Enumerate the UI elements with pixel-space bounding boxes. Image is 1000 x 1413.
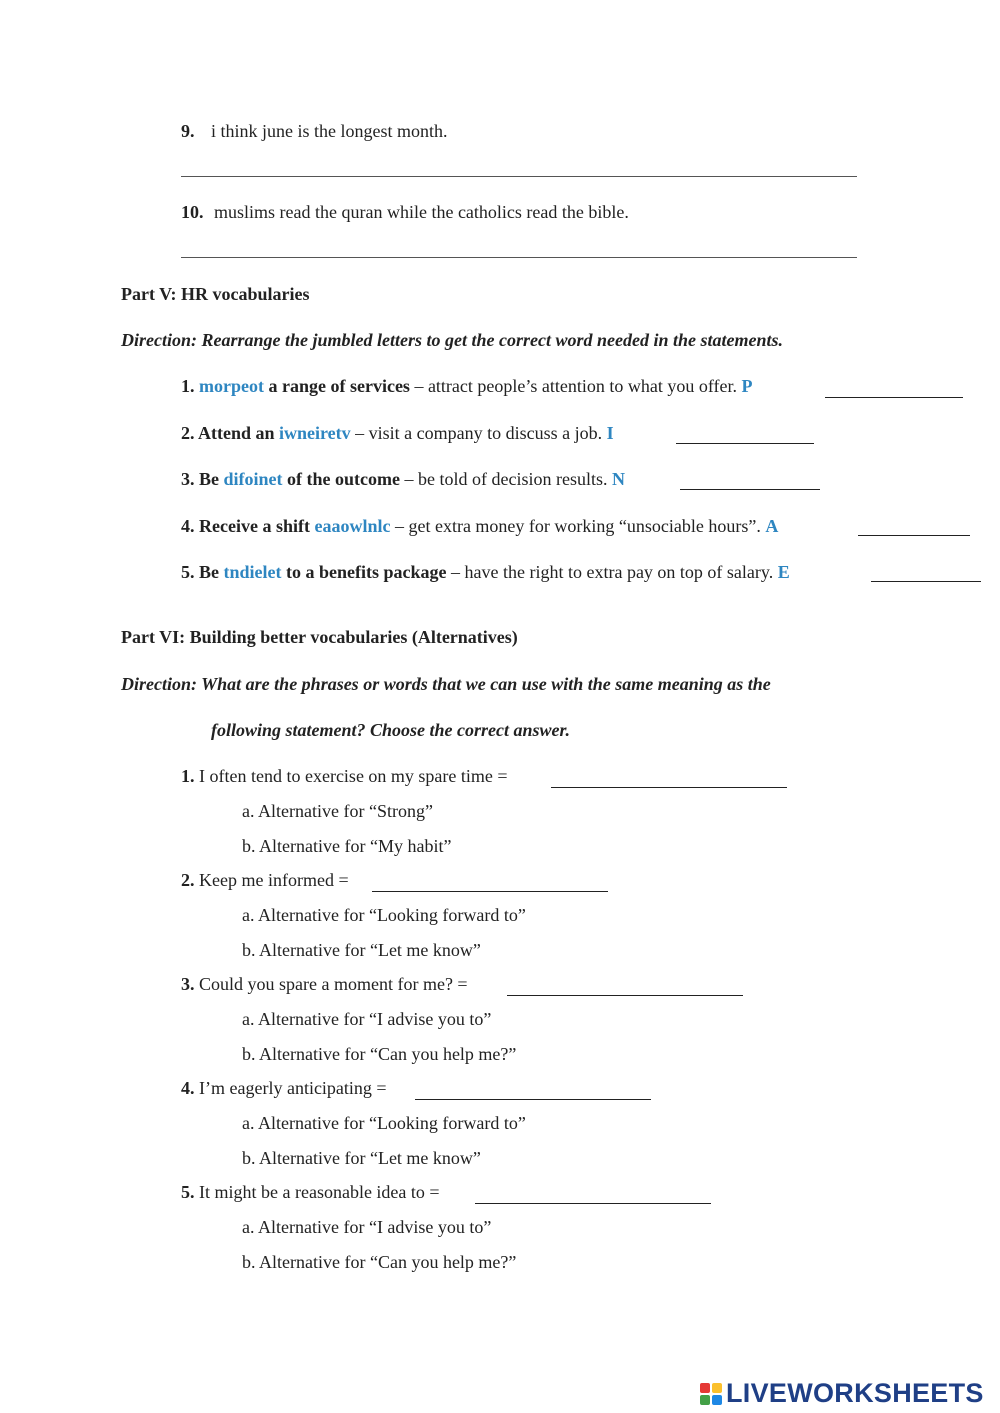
item-definition: – be told of decision results. [399, 469, 612, 489]
option-b[interactable]: b. Alternative for “My habit” [242, 836, 452, 856]
item-number: 3. [181, 469, 195, 489]
part5-item-3: 3. Be difoinet of the outcome – be told of decision results. N [181, 469, 625, 489]
part5-item-2: 2. Attend an iwneiretv – visit a company to discuss a job. I [181, 423, 614, 443]
item-definition: – attract people’s attention to what you offer. [409, 376, 742, 396]
logo-square [712, 1383, 722, 1393]
item-10 [181, 202, 629, 223]
first-letter-hint: N [611, 469, 625, 489]
question-number: 5. [181, 1182, 195, 1202]
item-number: 9. [181, 121, 195, 141]
jumbled-word: morpeot [199, 376, 264, 396]
option-b[interactable]: b. Alternative for “Let me know” [242, 940, 481, 960]
item-text: i think june is the longest month. [211, 121, 448, 141]
part6-direction-line1: Direction: What are the phrases or words that we can use with the same meaning as the [121, 674, 771, 694]
question-text: Could you spare a moment for me? = [199, 974, 468, 994]
part6-direction-line2: following statement? Choose the correct answer. [211, 720, 571, 740]
option-a[interactable]: a. Alternative for “I advise you to” [242, 1009, 492, 1029]
option-a[interactable]: a. Alternative for “Looking forward to” [242, 1113, 526, 1133]
option-a[interactable]: a. Alternative for “Looking forward to” [242, 905, 526, 925]
question-text: It might be a reasonable idea to = [199, 1182, 440, 1202]
part5-answer-3[interactable] [680, 469, 820, 490]
logo-squares-icon [700, 1383, 722, 1405]
option-a[interactable]: a. Alternative for “Strong” [242, 801, 433, 821]
part5-item-5: 5. Be tndielet to a benefits package – have the right to extra pay on top of salary. E [181, 562, 790, 582]
question-text: I’m eagerly anticipating = [199, 1078, 387, 1098]
option-b[interactable]: b. Alternative for “Can you help me?” [242, 1252, 517, 1272]
logo-square [700, 1383, 710, 1393]
first-letter-hint: A [765, 516, 779, 536]
jumbled-word: tndielet [223, 562, 282, 582]
question-number: 1. [181, 766, 195, 786]
part5-answer-5[interactable] [871, 561, 981, 582]
jumbled-word: eaaowlnlc [314, 516, 391, 536]
item-9 [181, 121, 448, 142]
item-number: 1. [181, 376, 195, 396]
first-letter-hint: E [777, 562, 790, 582]
part5-item-4: 4. Receive a shift eaaowlnlc – get extra money for working “unsociable hours”. A [181, 516, 779, 536]
part5-answer-1[interactable] [825, 377, 963, 398]
part6-answer-3[interactable] [507, 975, 743, 996]
item-number: 2. [181, 423, 195, 443]
part6-heading: Part VI: Building better vocabularies (Alternatives) [121, 627, 518, 647]
part6-question-5 [181, 1182, 440, 1203]
part6-question-4 [181, 1078, 387, 1099]
item-definition: – get extra money for working “unsociable hours”. [390, 516, 766, 536]
question-number: 4. [181, 1078, 195, 1098]
first-letter-hint: P [741, 376, 753, 396]
part5-heading: Part V: HR vocabularies [121, 284, 310, 304]
question-number: 3. [181, 974, 195, 994]
part5-direction: Direction: Rearrange the jumbled letters to get the correct word needed in the statements. [121, 330, 783, 350]
option-b[interactable]: b. Alternative for “Let me know” [242, 1148, 481, 1168]
question-text: I often tend to exercise on my spare time = [199, 766, 508, 786]
part6-answer-2[interactable] [372, 871, 608, 892]
answer-line-9[interactable] [181, 176, 857, 177]
item-number: 4. [181, 516, 195, 536]
question-text: Keep me informed = [199, 870, 349, 890]
item-number: 10. [181, 202, 204, 222]
part5-answer-2[interactable] [676, 423, 814, 444]
part6-answer-4[interactable] [415, 1079, 651, 1100]
part6-question-1 [181, 766, 508, 787]
question-number: 2. [181, 870, 195, 890]
item-number: 5. [181, 562, 195, 582]
option-a[interactable]: a. Alternative for “I advise you to” [242, 1217, 492, 1237]
answer-line-10[interactable] [181, 257, 857, 258]
part5-answer-4[interactable] [858, 515, 970, 536]
logo-square [712, 1395, 722, 1405]
jumbled-word: difoinet [223, 469, 283, 489]
option-b[interactable]: b. Alternative for “Can you help me?” [242, 1044, 517, 1064]
part5-item-1: 1. morpeot a range of services – attract people’s attention to what you offer. P [181, 376, 753, 396]
first-letter-hint: I [606, 423, 614, 443]
logo-square [700, 1395, 710, 1405]
part6-answer-1[interactable] [551, 767, 787, 788]
part6-question-3 [181, 974, 468, 995]
part6-answer-5[interactable] [475, 1183, 711, 1204]
item-definition: – visit a company to discuss a job. [350, 423, 607, 443]
part6-question-2 [181, 870, 349, 891]
item-definition: – have the right to extra pay on top of salary. [446, 562, 778, 582]
item-text: muslims read the quran while the catholics read the bible. [214, 202, 629, 222]
logo-text: LIVEWORKSHEETS [726, 1378, 984, 1408]
liveworksheets-logo [700, 1378, 984, 1409]
jumbled-word: iwneiretv [279, 423, 351, 443]
